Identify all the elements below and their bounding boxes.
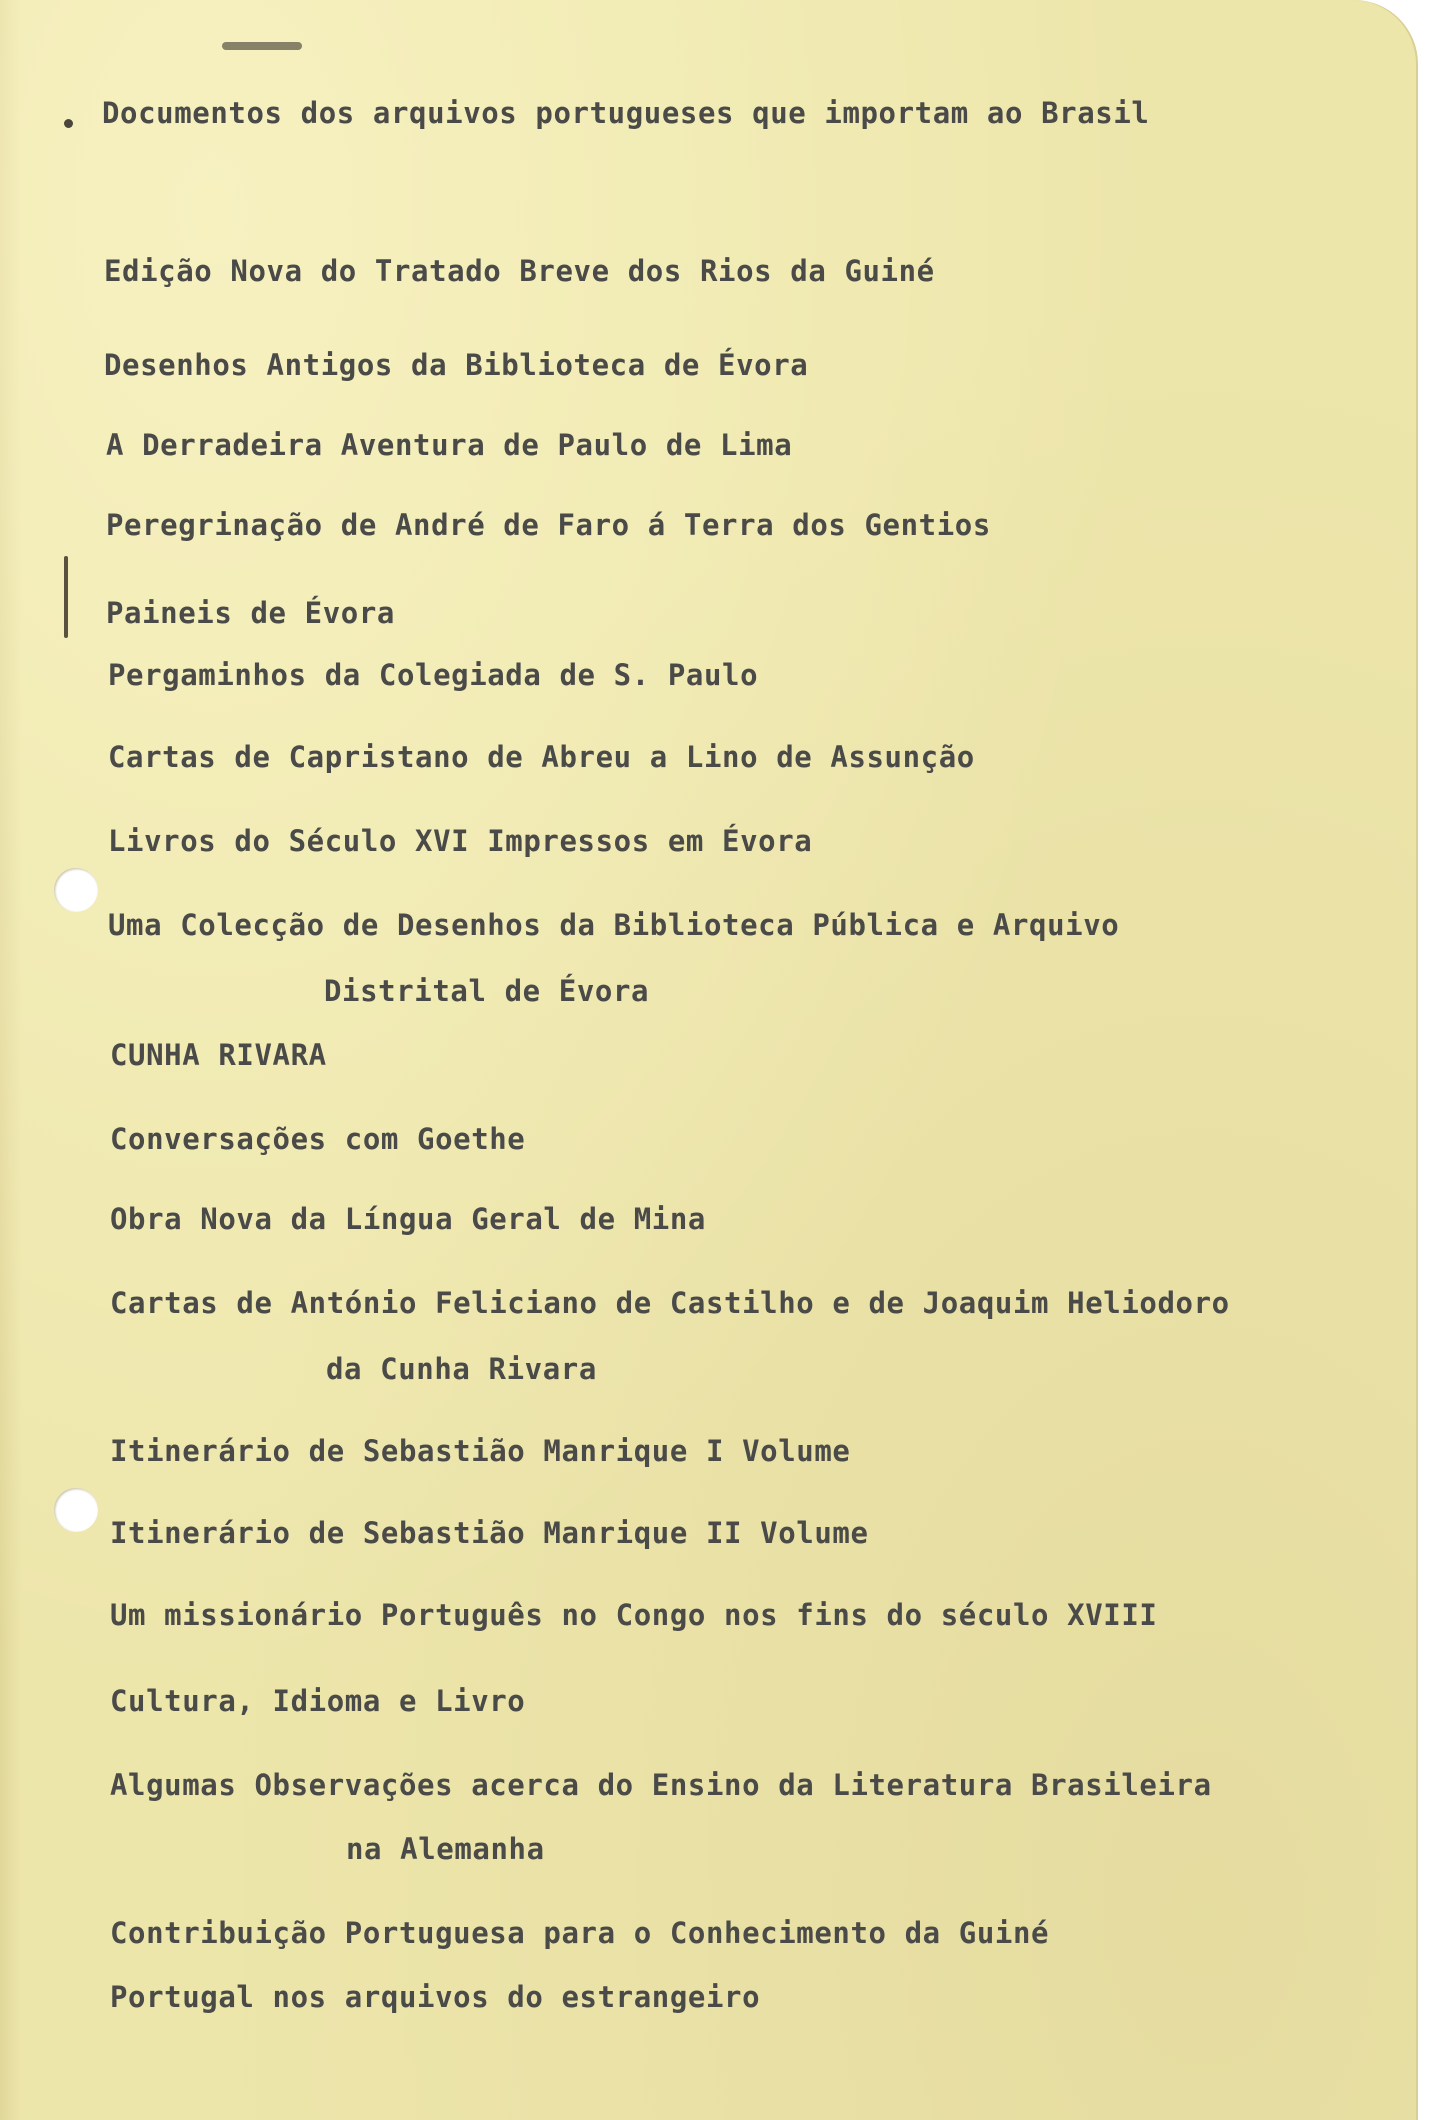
list-item-continuation: Distrital de Évora (324, 974, 650, 1008)
list-item-continuation: na Alemanha (346, 1832, 545, 1866)
list-item: Algumas Observações acerca do Ensino da Literatura Brasileira (110, 1768, 1212, 1802)
document-heading: Documentos dos arquivos portugueses que importam ao Brasil (102, 96, 1150, 130)
list-item: Pergaminhos da Colegiada de S. Paulo (108, 658, 759, 692)
list-item: Obra Nova da Língua Geral de Mina (110, 1202, 706, 1236)
list-item: Edição Nova do Tratado Breve dos Rios da Guiné (104, 254, 935, 288)
list-item-continuation: da Cunha Rivara (326, 1352, 597, 1386)
list-item: Peregrinação de André de Faro á Terra dos Gentios (106, 508, 991, 542)
list-item: Paineis de Évora (106, 596, 395, 630)
list-item: A Derradeira Aventura de Paulo de Lima (106, 428, 793, 462)
list-item: Itinerário de Sebastião Manrique II Volume (110, 1516, 869, 1550)
list-item: Um missionário Português no Congo nos fins do século XVIII (110, 1598, 1158, 1632)
list-item: Cartas de António Feliciano de Castilho e de Joaquim Heliodoro (110, 1286, 1230, 1320)
list-item: Cultura, Idioma e Livro (110, 1684, 526, 1718)
list-item: Contribuição Portuguesa para o Conhecimento da Guiné (110, 1916, 1050, 1950)
list-item: CUNHA RIVARA (110, 1038, 327, 1072)
list-item: Conversações com Goethe (110, 1122, 526, 1156)
punch-hole (54, 868, 98, 912)
list-item: Itinerário de Sebastião Manrique I Volume (110, 1434, 851, 1468)
margin-tear-mark (64, 556, 68, 638)
list-item: Cartas de Capristano de Abreu a Lino de Assunção (108, 740, 975, 774)
list-item: Desenhos Antigos da Biblioteca de Évora (104, 348, 809, 382)
ink-smudge (222, 42, 302, 50)
list-item: Portugal nos arquivos do estrangeiro (110, 1980, 761, 2014)
punch-hole (54, 1488, 98, 1532)
bullet-mark (64, 119, 73, 128)
list-item: Livros do Século XVI Impressos em Évora (108, 824, 813, 858)
list-item: Uma Colecção de Desenhos da Biblioteca Pública e Arquivo (108, 908, 1120, 942)
